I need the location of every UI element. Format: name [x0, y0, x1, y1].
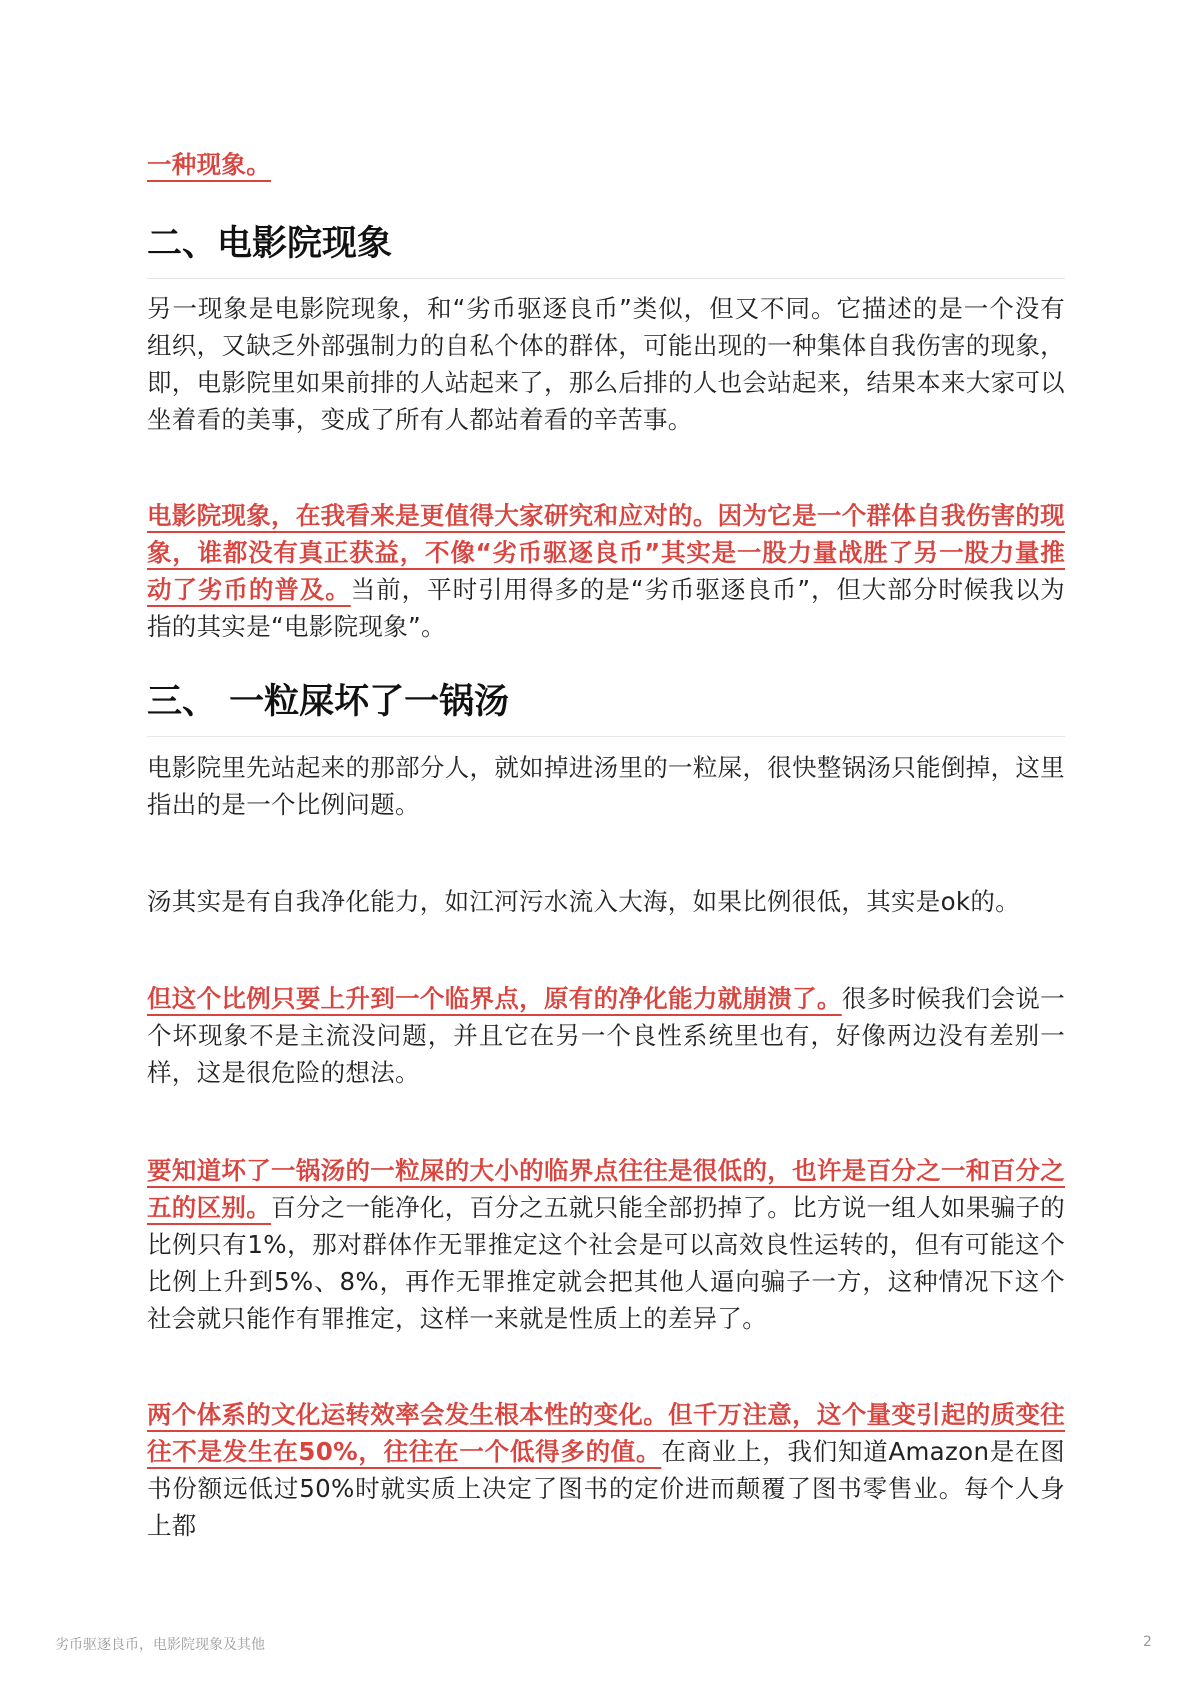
section-heading-3: 三、 一粒屎坏了一锅汤: [147, 674, 1065, 737]
paragraph: [147, 980, 1065, 1091]
highlighted-text: 两个体系的文化运转效率会发生根本性的变化。但千万注意，这个量变引起的质变往往不是发生在50%，往往在一个低得多的值。: [147, 1400, 1065, 1466]
paragraph: [147, 1152, 1065, 1337]
paragraph: [147, 497, 1065, 645]
body-text: 百分之一能净化，百分之五就只能全部扔掉了。比方说一组人如果骗子的比例只有1%，那对群体作无罪推定这个社会是可以高效良性运转的，但有可能这个比例上升到5%、8%，再作无罪推定就会把其他人逼向骗子一方，这种情况下这个社会就只能作有罪推定，这样一来就是性质上的差异了。: [147, 1193, 1065, 1333]
paragraph: [147, 1396, 1065, 1544]
body-text: 当前，平时引用得多的是“劣币驱逐良币”，但大部分时候我以为指的其实是“电影院现象”。: [147, 575, 1065, 641]
body-text: 很多时候我们会说一个坏现象不是主流没问题，并且它在另一个良性系统里也有，好像两边没有差别一样，这是很危险的想法。: [147, 984, 1065, 1087]
footer-title: 劣币驱逐良币，电影院现象及其他: [55, 1637, 265, 1653]
highlighted-text: 但这个比例只要上升到一个临界点，原有的净化能力就崩溃了。: [147, 984, 842, 1013]
highlighted-text: 电影院现象，在我看来是更值得大家研究和应对的。因为它是一个群体自我伤害的现象，谁都没有真正获益，不像“劣币驱逐良币”其实是一股力量战胜了另一股力量推动了劣币的普及。: [147, 501, 1065, 604]
highlighted-text: 要知道坏了一锅汤的一粒屎的大小的临界点往往是很低的，也许是百分之一和百分之五的区别。: [147, 1156, 1065, 1222]
section-heading-2: 二、电影院现象: [147, 216, 1065, 279]
paragraph: 另一现象是电影院现象，和“劣币驱逐良币”类似，但又不同。它描述的是一个没有组织，又缺乏外部强制力的自私个体的群体，可能出现的一种集体自我伤害的现象，即，电影院里如果前排的人站起来了，那么后排的人也会站起来，结果本来大家可以坐着看的美事，变成了所有人都站着看的辛苦事。: [147, 294, 1065, 434]
paragraph: 电影院里先站起来的那部分人，就如掉进汤里的一粒屎，很快整锅汤只能倒掉，这里指出的是一个比例问题。: [147, 753, 1065, 819]
highlight-fragment: 一种现象。: [147, 150, 271, 179]
page-number: 2: [1143, 1634, 1152, 1650]
body-text: 在商业上，我们知道Amazon是在图书份额远低过50%时就实质上决定了图书的定价进而颠覆了图书零售业。每个人身上都: [147, 1437, 1065, 1540]
paragraph: 汤其实是有自我净化能力，如江河污水流入大海，如果比例很低，其实是ok的。: [147, 887, 1020, 916]
